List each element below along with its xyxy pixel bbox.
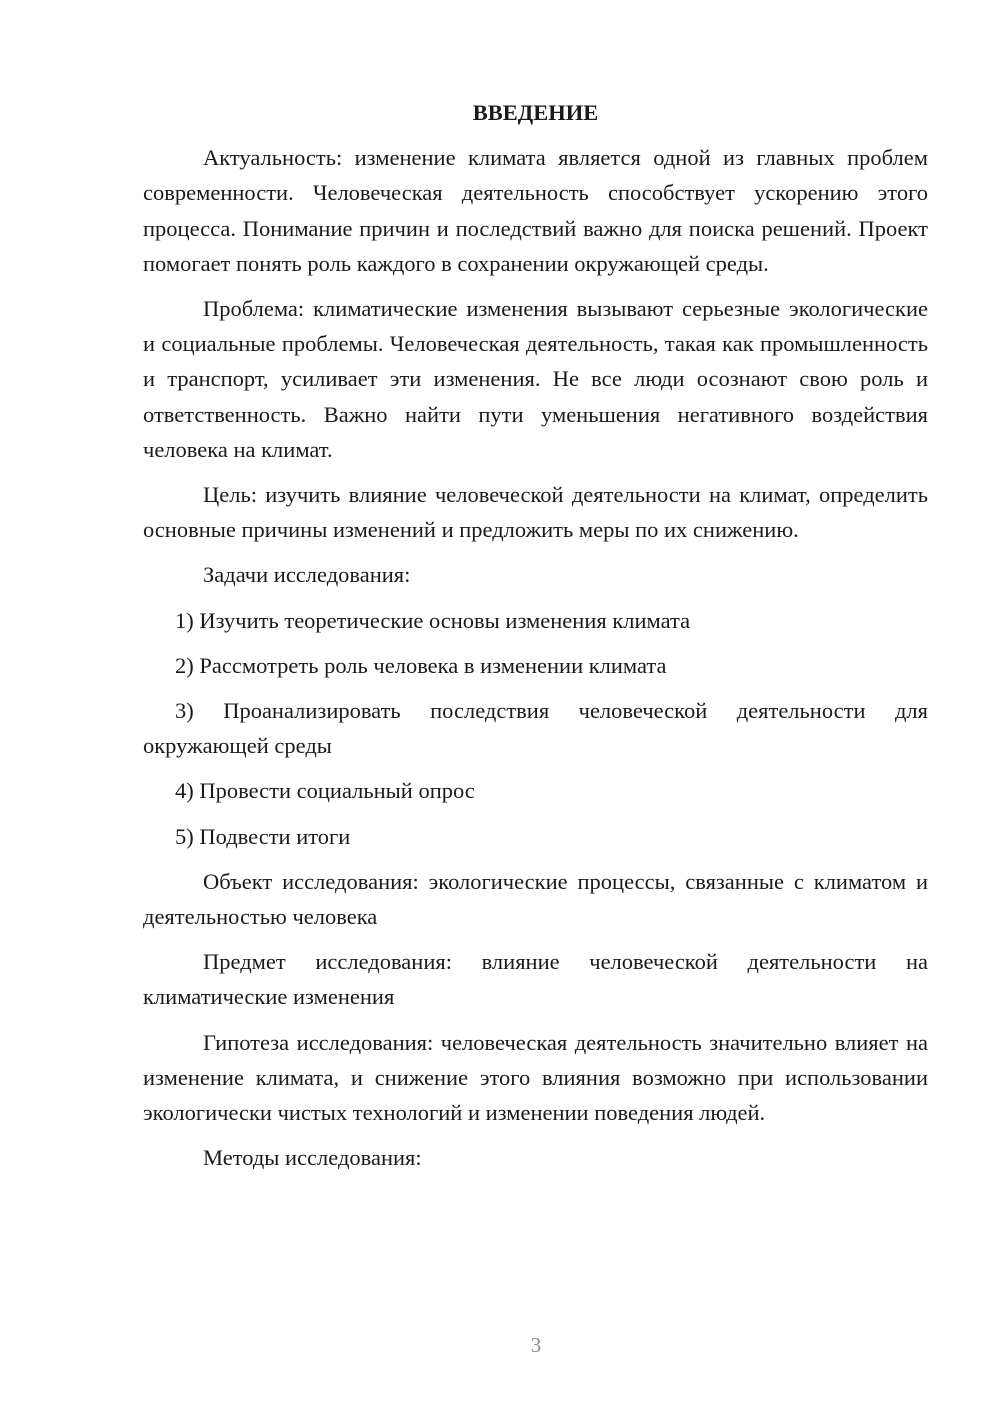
list-item: 2) Рассмотреть роль человека в изменении климата [175,652,667,678]
paragraph-problem: Проблема: климатические изменения вызывают серьезные экологические и социальные проблемы. Человеческая деятельность, такая как промышленность и транспорт, усиливает эти изменения. Не все люди осознают свою роль и ответственность. Важно найти пути уменьшения негативного воздействия человека на климат. [143,296,928,462]
list-item: 4) Провести социальный опрос [175,778,475,804]
paragraph-subject: Предмет исследования: влияние человеческой деятельности на климатические изменения [143,949,928,1010]
tasks-list [143,603,928,854]
paragraph-hypothesis: Гипотеза исследования: человеческая деятельность значительно влияет на изменение климата, и снижение этого влияния возможно при использовании экологически чистых технологий и изменении поведения людей. [143,1029,928,1126]
paragraph-object: Объект исследования: экологические процессы, связанные с климатом и деятельностью человека [143,868,928,930]
list-item: 5) Подвести итоги [175,823,351,849]
section-heading: ВВЕДЕНИЕ [472,100,599,125]
methods-heading: Методы исследования: [203,1145,422,1171]
paragraph-goal: Цель: изучить влияние человеческой деятельности на климат, определить основные причины изменений и предложить меры по их снижению. [143,482,928,543]
list-item: 3) Проанализировать последствия человеческой деятельности для окружающей среды [143,698,928,759]
list-item: 1) Изучить теоретические основы изменения климата [175,607,691,633]
page-number: 3 [530,1333,542,1357]
paragraph-relevance: Актуальность: изменение климата является одной из главных проблем современности. Человеческая деятельность способствует ускорению этого процесса. Понимание причин и последствий важно для поиска решений. Проект помогает понять роль каждого в сохранении окружающей среды. [143,145,928,276]
tasks-heading: Задачи исследования: [203,562,411,588]
page-body [143,95,928,1185]
